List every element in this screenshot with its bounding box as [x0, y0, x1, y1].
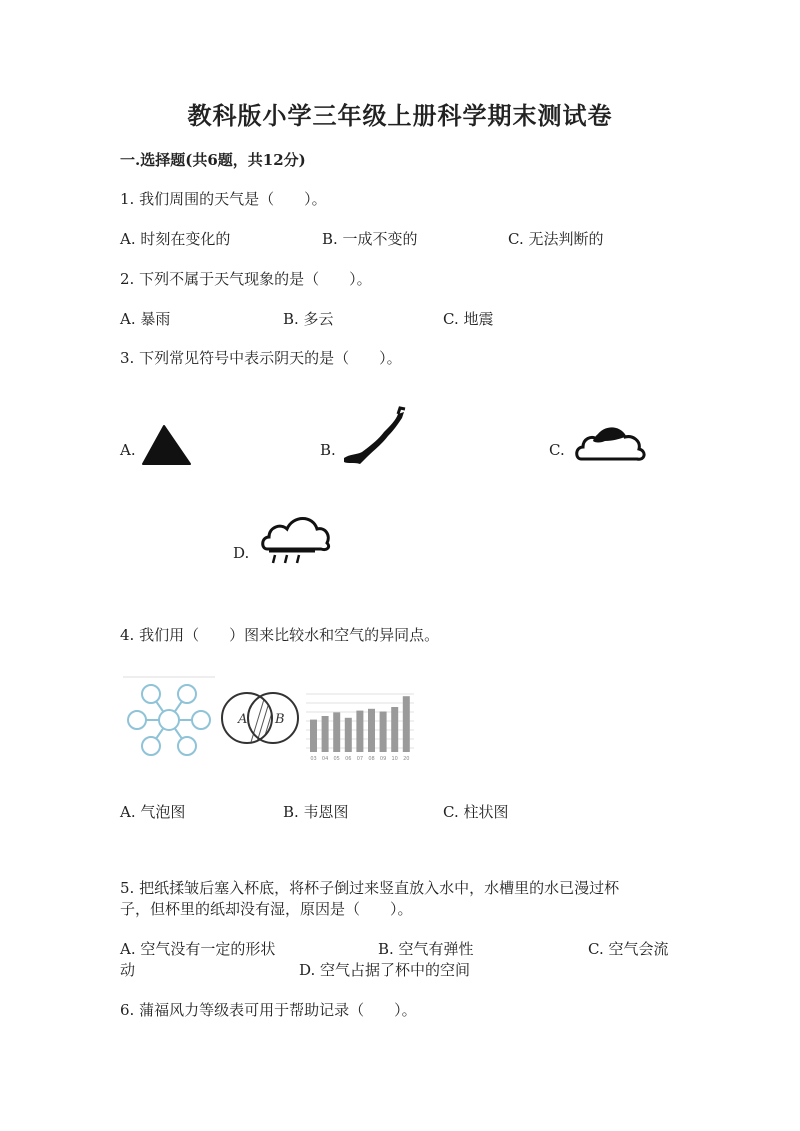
bar-chart-figure-tick-label: 08 — [368, 756, 375, 762]
question-4-option-c[interactable]: C. 柱状图 — [443, 803, 509, 821]
bar-chart-figure-tick-label: 10 — [391, 756, 398, 762]
question-1-option-b[interactable]: B. 一成不变的 — [322, 230, 418, 248]
question-5-stem-line-1: 5. 把纸揉皱后塞入杯底，将杯子倒过来竖直放入水中，水槽里的水已漫过杯 — [120, 879, 620, 897]
bar-chart-figure-tick-label: 04 — [321, 756, 329, 762]
bubble-map-figure — [121, 676, 217, 762]
bar-chart-figure-bar — [345, 718, 352, 752]
rain-cloud-symbol-icon — [261, 513, 331, 565]
question-3-option-b[interactable]: B. — [320, 441, 336, 459]
question-5-stem-line-2: 子，但杯里的纸却没有湿，原因是（ ）。 — [120, 900, 413, 918]
bar-chart-figure-tick-label: 05 — [333, 756, 340, 762]
bar-chart-figure — [304, 690, 416, 762]
branch-symbol-icon — [340, 406, 410, 466]
question-2-option-a[interactable]: A. 暴雨 — [120, 310, 171, 328]
question-2-stem: 2. 下列不属于天气现象的是（ ）。 — [120, 270, 372, 288]
page-title: 教科版小学三年级上册科学期末测试卷 — [187, 101, 613, 130]
question-2-option-c[interactable]: C. 地震 — [443, 310, 494, 328]
bar-chart-figure-bar — [333, 712, 340, 752]
venn-label-a: A — [238, 712, 248, 727]
question-1-option-a[interactable]: A. 时刻在变化的 — [120, 230, 231, 248]
question-3-option-d[interactable]: D. — [233, 544, 250, 562]
question-1-option-c[interactable]: C. 无法判断的 — [508, 230, 604, 248]
bar-chart-figure-tick-label: 03 — [310, 756, 317, 762]
question-5-option-d[interactable]: D. 空气占据了杯中的空间 — [299, 961, 471, 979]
bar-chart-figure-bar — [403, 696, 410, 752]
question-5-option-c[interactable]: C. 空气会流 — [588, 940, 669, 958]
bar-chart-figure-tick-label: 09 — [379, 756, 387, 762]
question-1-stem: 1. 我们周围的天气是（ ）。 — [120, 190, 327, 208]
question-2-option-b[interactable]: B. 多云 — [283, 310, 334, 328]
question-4-option-a[interactable]: A. 气泡图 — [120, 803, 186, 821]
bar-chart-figure-tick-label: 20 — [403, 756, 410, 762]
question-5-option-a[interactable]: A. 空气没有一定的形状 — [120, 940, 276, 958]
cloud-symbol-icon — [573, 419, 647, 465]
bar-chart-figure-bar — [391, 707, 398, 752]
question-4-option-b[interactable]: B. 韦恩图 — [283, 803, 349, 821]
venn-diagram-figure — [220, 686, 300, 750]
section-heading: 一.选择题(共6题，共12分) — [120, 151, 306, 169]
bar-chart-figure-bar — [368, 709, 375, 752]
question-5-option-b[interactable]: B. 空气有弹性 — [378, 940, 474, 958]
bar-chart-figure-bar — [380, 712, 387, 753]
bar-chart-figure-tick-label: 07 — [356, 756, 364, 762]
question-3-option-a[interactable]: A. — [120, 441, 136, 459]
question-3-option-c[interactable]: C. — [549, 441, 565, 459]
question-5-option-c-continuation: 动 — [120, 961, 136, 979]
bar-chart-figure-bar — [322, 716, 329, 752]
question-3-stem: 3. 下列常见符号中表示阴天的是（ ）。 — [120, 349, 402, 367]
venn-label-b: B — [275, 712, 285, 727]
question-4-stem: 4. 我们用（ ）图来比较水和空气的异同点。 — [120, 626, 440, 644]
bar-chart-figure-bar — [356, 711, 363, 752]
triangle-symbol-icon — [140, 422, 196, 468]
bar-chart-figure-bar — [310, 720, 317, 752]
question-6-stem: 6. 蒲福风力等级表可用于帮助记录（ ）。 — [120, 1001, 417, 1019]
bar-chart-figure-tick-label: 06 — [345, 756, 352, 762]
